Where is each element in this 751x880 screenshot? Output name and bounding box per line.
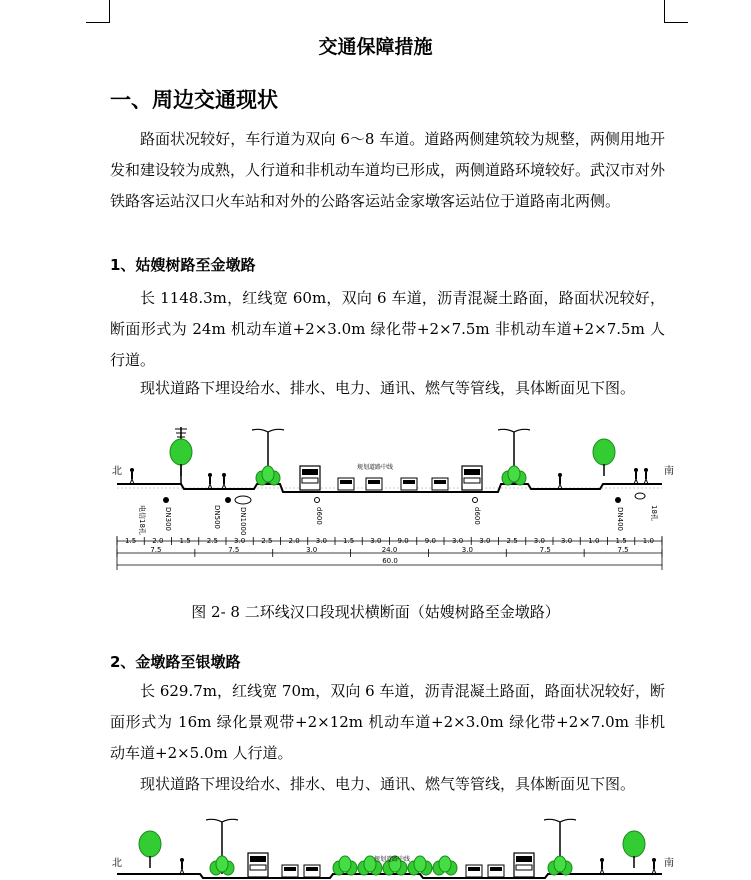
pipe-label: 电信18孔 <box>138 505 146 535</box>
shrub-icon <box>333 856 357 875</box>
pedestrian-icon <box>644 468 648 484</box>
dimension-label: 7.5 <box>150 546 162 554</box>
dimension-row-2 <box>117 546 662 557</box>
dimension-label: 3.0 <box>561 537 573 545</box>
cyclist-icon <box>208 473 212 489</box>
car-icon <box>366 478 382 490</box>
dimension-label: 24.0 <box>381 546 398 554</box>
pipe-label: 18孔 <box>650 505 658 521</box>
pipe-marker <box>473 498 478 503</box>
dimension-label: 1.5 <box>343 537 355 545</box>
dimension-label: 1.0 <box>642 537 654 545</box>
pedestrian-icon <box>180 858 184 874</box>
road2-pipes-paragraph: 现状道路下埋设给水、排水、电力、通讯、燃气等管线，具体断面见下图。 <box>140 775 636 793</box>
shrub-icon <box>433 856 457 875</box>
tree-icon <box>623 831 645 868</box>
dimension-label: 1.5 <box>615 537 627 545</box>
car-icon <box>488 865 504 877</box>
bus-icon <box>462 466 482 490</box>
dimension-label: 7.5 <box>617 546 629 554</box>
pedestrian-icon <box>634 468 638 484</box>
dimension-label: 1.5 <box>179 537 191 545</box>
pipe-marker <box>315 498 320 503</box>
north-label: 北 <box>112 466 122 477</box>
dimension-label: 3.0 <box>370 537 382 545</box>
dimension-label: 1.5 <box>125 537 137 545</box>
dimension-label: 3.0 <box>452 537 464 545</box>
section-heading: 一、周边交通现状 <box>110 88 278 112</box>
pedestrian-icon <box>600 858 604 874</box>
dimension-label: 7.5 <box>539 546 551 554</box>
dimension-label: 3.0 <box>461 546 473 554</box>
tree-icon <box>170 439 192 476</box>
intro-paragraph: 路面状况较好，车行道为双向 6～8 车道。道路两侧建筑较为规整，两侧用地开发和建设较为成熟，人行道和非机动车道均已形成，两侧道路环境较好。武汉市对外铁路客运站汉口火车站和对外的公路客运站金家墩客运站位于道路南北两侧。 <box>110 130 666 210</box>
tree-icon <box>593 439 615 476</box>
south-label: 南 <box>664 466 674 477</box>
pedestrian-icon <box>130 468 134 484</box>
pipe-label: DN300 <box>164 507 172 531</box>
shrub-icon <box>408 856 432 875</box>
shrub-icon <box>502 466 526 485</box>
car-icon <box>304 865 320 877</box>
pipe-marker <box>615 497 621 503</box>
document-title: 交通保障措施 <box>318 36 433 58</box>
pipe-marker <box>163 497 169 503</box>
shrub-icon <box>210 856 234 875</box>
bus-icon <box>514 853 534 877</box>
cross-section-diagram-2 <box>112 819 674 878</box>
cyclist-icon <box>558 473 562 489</box>
pipe-marker <box>225 497 231 503</box>
pedestrian-icon <box>652 858 656 874</box>
road2-heading: 2、金墩路至银墩路 <box>110 653 241 671</box>
dimension-label: 7.5 <box>228 546 240 554</box>
south-label-2: 南 <box>664 858 674 869</box>
road2-description: 长 629.7m，红线宽 70m，双向 6 车道，沥青混凝土路面，路面状况较好，断面形式为 16m 绿化景观带+2×12m 机动车道+2×3.0m 绿化带+2×7.0m 非机动车道+2×5.0m 人行道。 <box>110 682 665 762</box>
pipe-label: DN500 <box>213 505 221 529</box>
dimension-row-1 <box>117 537 662 545</box>
dimension-label: 3.0 <box>533 537 545 545</box>
dimension-label: 2.0 <box>152 537 164 545</box>
road1-description: 长 1148.3m，红线宽 60m，双向 6 车道，沥青混凝土路面，路面状况较好，断面形式为 24m 机动车道+2×3.0m 绿化带+2×7.5m 非机动车道+2×7.5m 人行道。 <box>110 289 665 369</box>
dimension-label: 2.5 <box>261 537 273 545</box>
car-icon <box>401 478 417 490</box>
shrub-icon <box>548 856 572 875</box>
pipe-label: DN1000 <box>239 507 247 536</box>
car-icon <box>282 865 298 877</box>
center-line-label: 规划道路中线 <box>356 464 394 471</box>
dimension-label: 1.0 <box>588 537 600 545</box>
dimension-label: 2.0 <box>288 537 300 545</box>
center-line-label-2: 规划道路中线 <box>373 856 411 863</box>
dimension-label: 3.0 <box>306 546 318 554</box>
dimension-label: 3.0 <box>315 537 327 545</box>
dimension-label: 2.5 <box>206 537 218 545</box>
dimension-label: 9.0 <box>397 537 409 545</box>
car-icon <box>338 478 354 490</box>
dimension-label: 9.0 <box>424 537 436 545</box>
road1-heading: 1、姑嫂树路至金墩路 <box>110 256 256 274</box>
north-label-2: 北 <box>112 858 122 869</box>
pipe-marker <box>235 496 251 504</box>
pipe-label: d600 <box>473 507 481 525</box>
dimension-label: 2.5 <box>506 537 518 545</box>
dimension-total: 60.0 <box>382 557 398 565</box>
dimension-label: 3.0 <box>234 537 246 545</box>
bus-icon <box>248 853 268 877</box>
car-icon <box>466 865 482 877</box>
road1-pipes-paragraph: 现状道路下埋设给水、排水、电力、通讯、燃气等管线，具体断面见下图。 <box>140 379 636 397</box>
dimension-label: 3.0 <box>479 537 491 545</box>
bus-icon <box>300 466 320 490</box>
pipe-label: DN400 <box>616 507 624 531</box>
car-icon <box>432 478 448 490</box>
figure-caption: 图 2- 8 二环线汉口段现状横断面（姑嫂树路至金墩路） <box>191 603 560 621</box>
pipe-label: d600 <box>315 507 323 525</box>
tree-icon <box>139 831 161 868</box>
cyclist-icon <box>222 473 226 489</box>
pipe-marker <box>635 493 645 499</box>
shrub-icon <box>256 466 280 485</box>
